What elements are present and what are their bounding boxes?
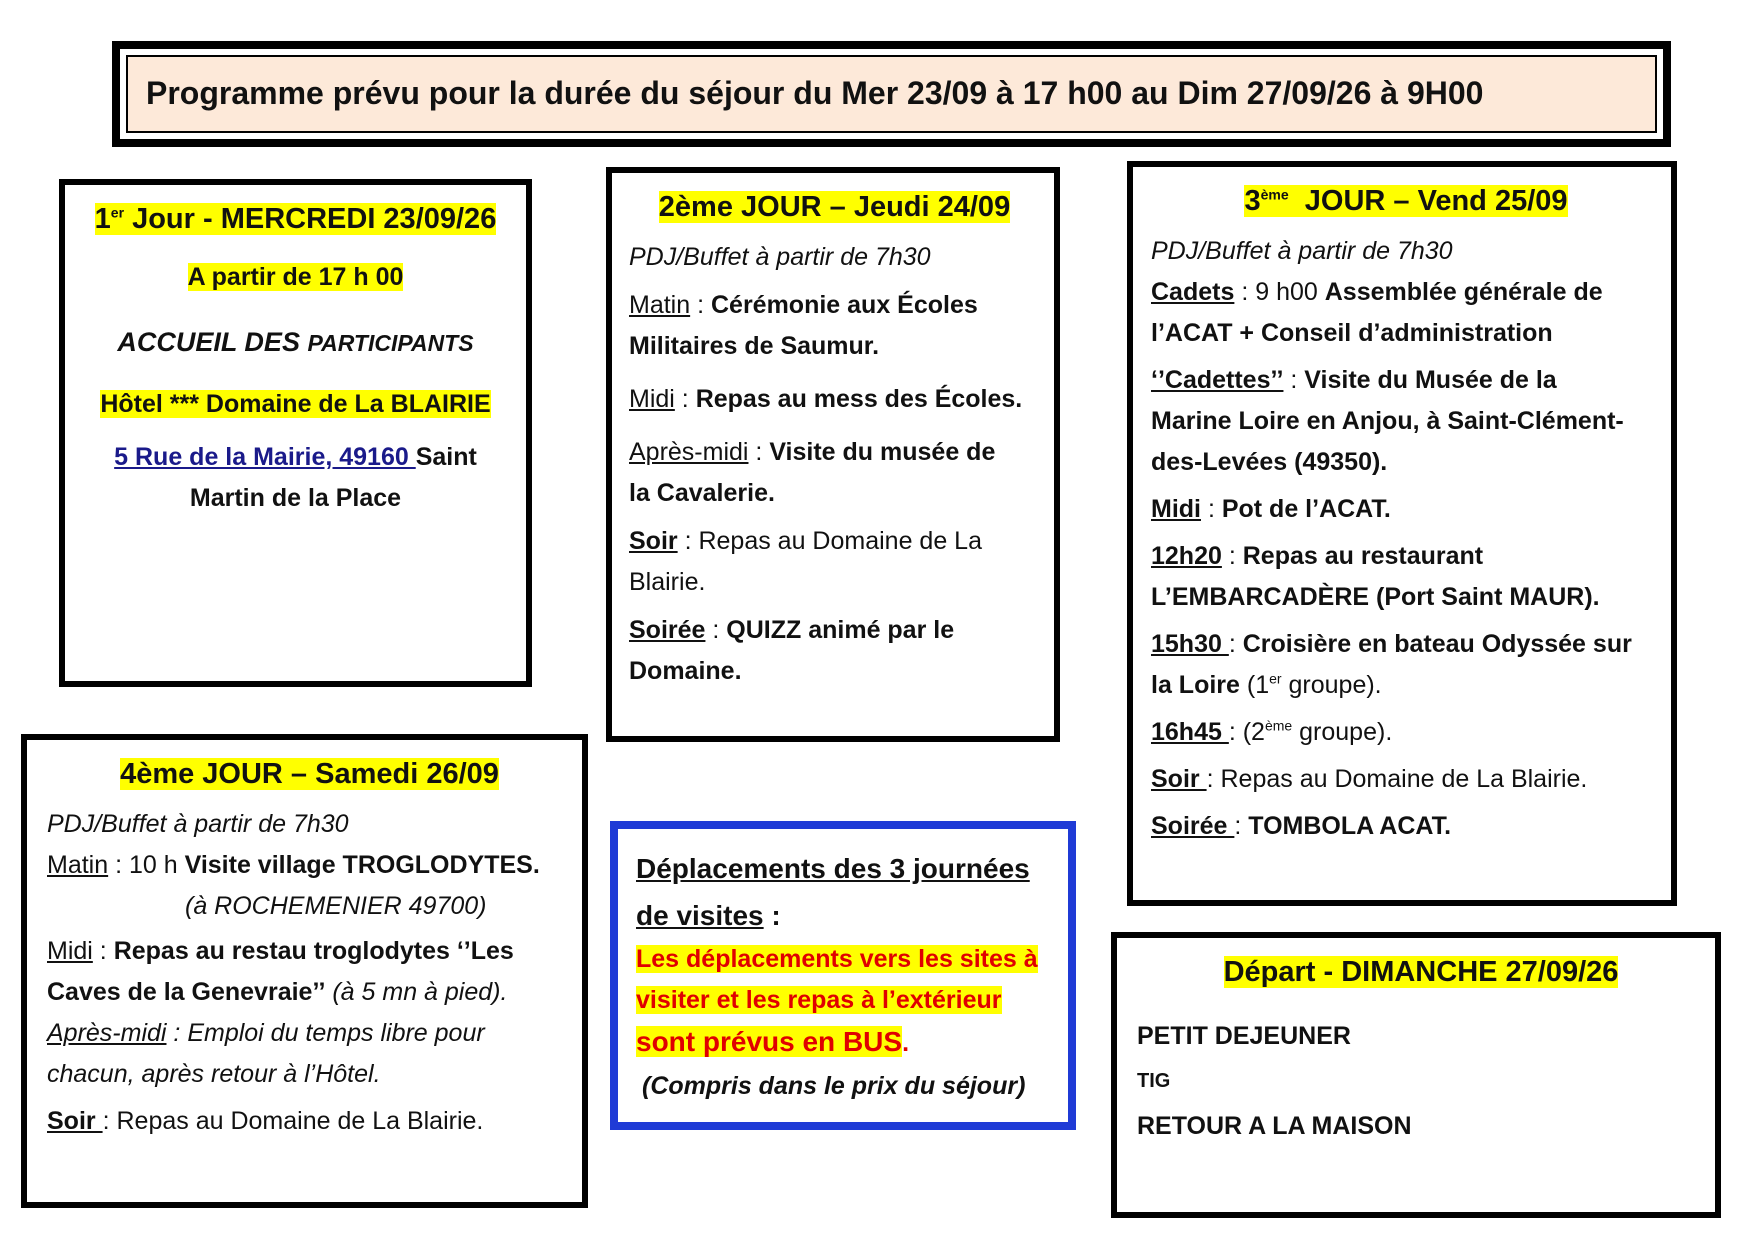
day2-heading: 2ème JOUR – Jeudi 24/09	[658, 191, 1011, 223]
title-frame	[112, 41, 1671, 147]
day3-1645: 16h45 : (2ème groupe).	[1151, 717, 1393, 746]
day2-breakfast: PDJ/Buffet à partir de 7h30	[629, 243, 931, 271]
day4-midi: Midi : Repas au restau troglodytes ‘’Les Caves de la Genevraie’’ (à 5 mn à pied).	[47, 937, 514, 1006]
day4-card	[21, 734, 588, 1208]
day2-soir: Soir : Repas au Domaine de La Blairie.	[629, 527, 982, 596]
transport-details: Les déplacements vers les sites à visiter et les repas à l’extérieur sont prévus en BUS.	[636, 945, 1038, 1057]
depart-item-return: RETOUR A LA MAISON	[1137, 1112, 1412, 1140]
day2-card	[606, 167, 1060, 742]
day1-address: 5 Rue de la Mairie, 49160 Saint Martin de la Place	[114, 443, 477, 512]
day4-heading: 4ème JOUR – Samedi 26/09	[120, 758, 499, 790]
transport-card	[610, 821, 1076, 1130]
day4-soir: Soir : Repas au Domaine de La Blairie.	[47, 1107, 484, 1135]
day1-hotel: Hôtel *** Domaine de La BLAIRIE	[100, 390, 491, 418]
address-link[interactable]: 5 Rue de la Mairie, 49160	[114, 443, 416, 471]
day3-soiree: Soirée : TOMBOLA ACAT.	[1151, 812, 1452, 840]
depart-item-breakfast: PETIT DEJEUNER	[1137, 1022, 1351, 1050]
page-title: Programme prévu pour la durée du séjour du Mer 23/09 à 17 h00 au Dim 27/09/26 à 9H00	[126, 55, 1657, 133]
day3-soir: Soir : Repas au Domaine de La Blairie.	[1151, 765, 1588, 793]
depart-item-tig: TIG	[1137, 1070, 1171, 1092]
day3-1220: 12h20 : Repas au restaurant L’EMBARCADÈRE (Port Saint MAUR).	[1151, 542, 1600, 611]
day1-welcome: ACCUEIL DES PARTICIPANTS	[117, 327, 474, 357]
day4-breakfast: PDJ/Buffet à partir de 7h30	[47, 810, 349, 838]
day3-1530: 15h30 : Croisière en bateau Odyssée sur la Loire (1er groupe).	[1151, 630, 1632, 699]
transport-note: (Compris dans le prix du séjour)	[642, 1072, 1026, 1100]
day3-breakfast: PDJ/Buffet à partir de 7h30	[1151, 237, 1453, 265]
day3-heading: 3ème JOUR – Vend 25/09	[1244, 185, 1568, 217]
day1-start-time: A partir de 17 h 00	[187, 263, 404, 291]
day2-soiree: Soirée : QUIZZ animé par le Domaine.	[629, 616, 955, 685]
day3-midi: Midi : Pot de l’ACAT.	[1151, 495, 1391, 523]
day3-card	[1127, 161, 1677, 906]
day1-card	[59, 179, 532, 687]
depart-heading: Départ - DIMANCHE 27/09/26	[1223, 956, 1619, 988]
day4-apres-midi: Après-midi : Emploi du temps libre pour chacun, après retour à l’Hôtel.	[47, 1019, 485, 1088]
day3-cadets: Cadets : 9 h00 Assemblée générale de l’ACAT + Conseil d’administration	[1151, 278, 1603, 347]
transport-heading: Déplacements des 3 journées de visites :	[636, 853, 1030, 931]
day2-matin: Matin : Cérémonie aux Écoles Militaires de Saumur.	[629, 291, 978, 360]
day1-heading: 1er Jour - MERCREDI 23/09/26	[94, 203, 497, 235]
day4-matin: Matin : 10 h Visite village TROGLODYTES. (à ROCHEMENIER 49700)	[47, 851, 540, 920]
day2-midi: Midi : Repas au mess des Écoles.	[629, 385, 1023, 413]
depart-card	[1111, 932, 1721, 1218]
day3-cadettes: ‘’Cadettes’’ : Visite du Musée de la Marine Loire en Anjou, à Saint-Clément- des-Levées (49350).	[1151, 366, 1624, 476]
day2-apres-midi: Après-midi : Visite du musée de la Cavalerie.	[629, 438, 996, 507]
